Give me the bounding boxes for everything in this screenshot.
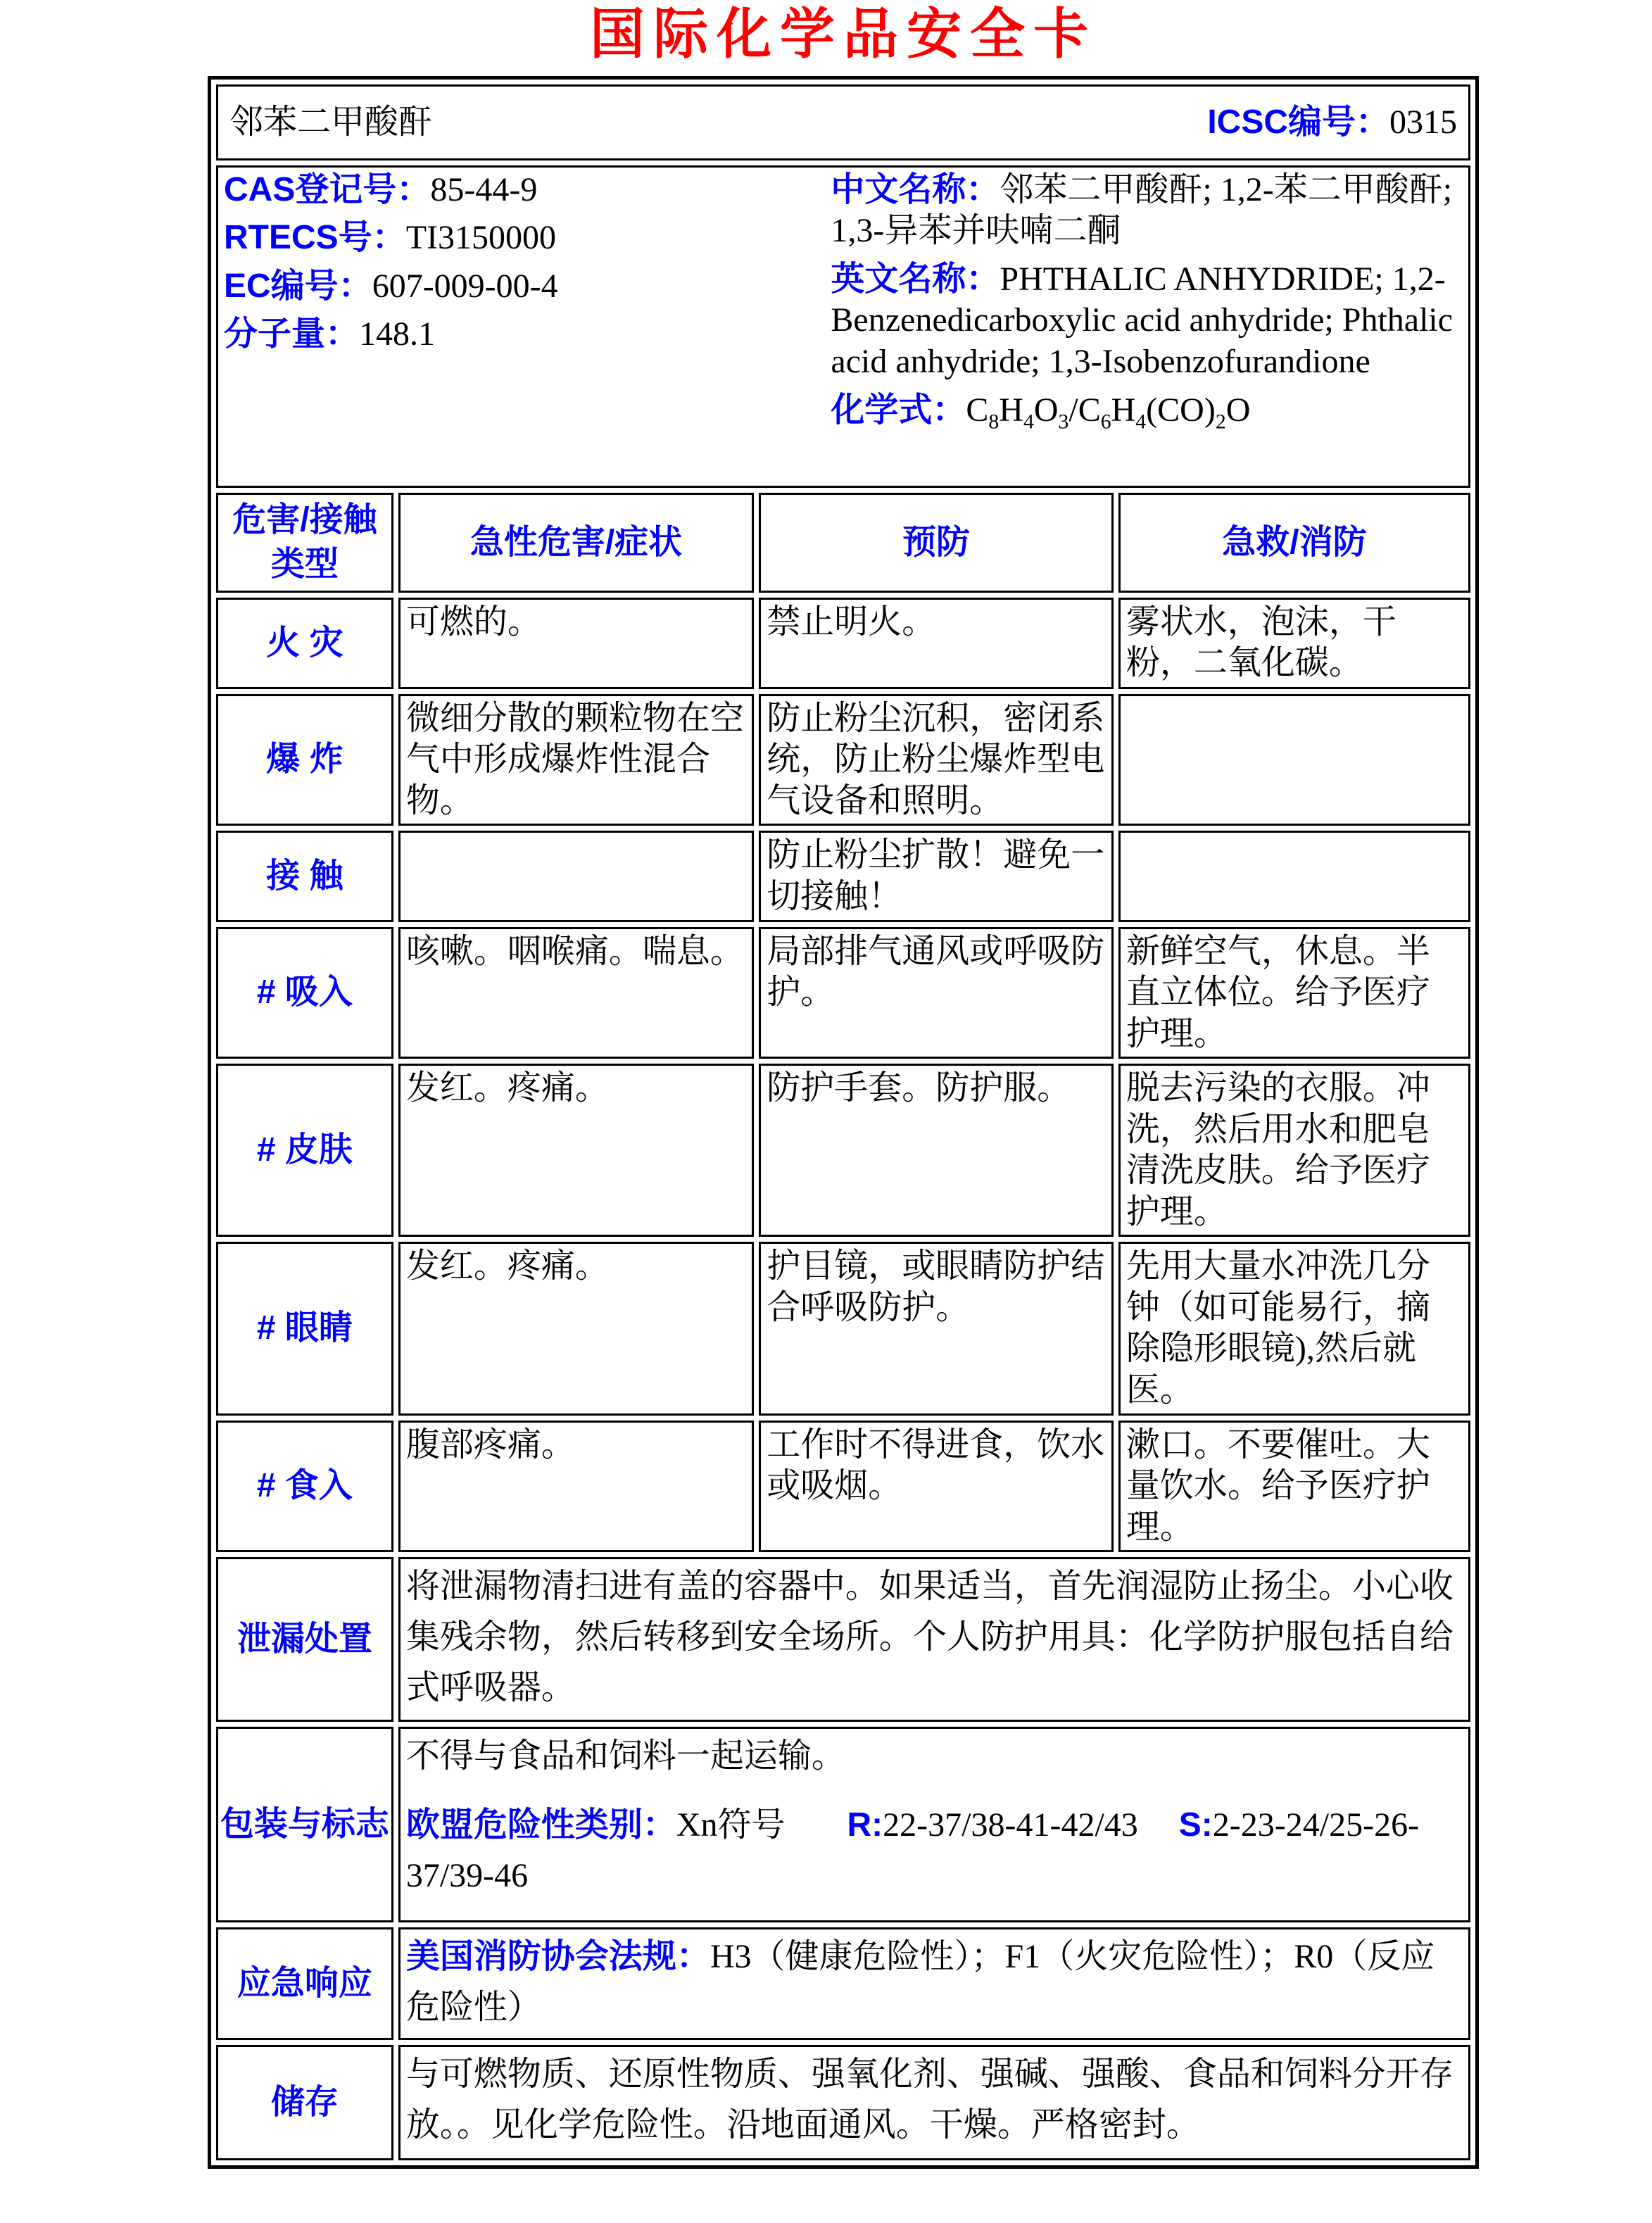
explosion-firstaid (1118, 694, 1470, 826)
rtecs-label: RTECS号： (224, 219, 406, 257)
page-title: 国际化学品安全卡 (589, 3, 1097, 65)
ingestion-prevention: 工作时不得进食，饮水或吸烟。 (759, 1421, 1114, 1553)
table-row-packaging-labelling (216, 1727, 1470, 1922)
rtecs-value: TI3150000 (405, 219, 556, 257)
english-name-label: 英文名称： (831, 260, 1000, 298)
row-label-contact: 接 触 (216, 831, 393, 921)
cas-number-line (224, 170, 831, 211)
table-row-fire (216, 598, 1470, 689)
table-row-inhalation (216, 927, 1470, 1059)
nfpa-value: H3（健康危险性）；F1（火灾危险性）；R0（反应危险性） (405, 1938, 1435, 2027)
table-row-skin (216, 1064, 1470, 1237)
ec-label: EC编号： (224, 267, 372, 305)
emergency-response-cell (398, 1927, 1470, 2040)
skin-symptoms: 发红。疼痛。 (398, 1064, 754, 1237)
row-label-packaging-labelling: 包装与标志 (216, 1727, 393, 1922)
chinese-name-label: 中文名称： (831, 170, 1000, 208)
hazard-table-header-row (216, 493, 1470, 593)
inhalation-prevention: 局部排气通风或呼吸防护。 (759, 927, 1114, 1059)
substance-header-row (216, 84, 1470, 160)
r-phrases-value: 22-37/38-41-42/43 (883, 1806, 1138, 1844)
header-hazard-type: 危害/接触类型 (216, 493, 393, 593)
ingestion-symptoms: 腹部疼痛。 (398, 1421, 754, 1553)
rtecs-number-line (224, 218, 831, 259)
table-row-storage (216, 2045, 1470, 2160)
table-row-contact (216, 831, 1470, 921)
row-label-spill-disposal: 泄漏处置 (216, 1557, 393, 1722)
eu-symbol: Xn符号 (676, 1806, 786, 1844)
fire-firstaid: 雾状水，泡沫，干粉，二氧化碳。 (1118, 598, 1470, 689)
chemical-formula-label: 化学式： (831, 391, 966, 429)
skin-prevention: 防护手套。防护服。 (759, 1064, 1114, 1237)
row-label-inhalation: # 吸入 (216, 927, 393, 1059)
row-label-eyes: # 眼睛 (216, 1242, 393, 1415)
substance-header-cell (216, 84, 1470, 160)
chemical-formula-line (831, 390, 1463, 435)
cas-label: CAS登记号： (224, 170, 431, 208)
molecular-weight-line (224, 314, 831, 355)
chemical-formula-value: $C_8H_4O_3/C_6H_4(CO)_2O$ (966, 391, 1251, 434)
icsc-number-value: 0315 (1389, 103, 1457, 141)
substance-name: 邻苯二甲酸酐 (229, 103, 433, 141)
molecular-weight-value: 148.1 (359, 315, 436, 353)
english-name-line (831, 259, 1463, 383)
nfpa-label: 美国消防协会法规： (405, 1938, 710, 1976)
ec-number-line (224, 266, 831, 308)
chinese-name-value: 邻苯二甲酸酐; 1,2-苯二甲酸酐; 1,3-异苯并呋喃二酮 (831, 170, 1453, 250)
icsc-number-group (1207, 102, 1457, 144)
row-label-ingestion: # 食入 (216, 1421, 393, 1553)
contact-prevention: 防止粉尘扩散！避免一切接触！ (759, 831, 1114, 921)
icsc-number-label: ICSC编号： (1207, 103, 1389, 141)
storage-text: 与可燃物质、还原性物质、强氧化剂、强碱、强酸、食品和饲料分开存放。。见化学危险性。沿地面通风。干燥。严格密封。 (398, 2045, 1470, 2160)
header-firstaid-firefighting: 急救/消防 (1118, 493, 1470, 593)
english-name-value: PHTHALIC ANHYDRIDE; 1,2-Benzenedicarboxylic acid anhydride; Phthalic acid anhydride; 1,3-Isobenzofurandione (831, 260, 1454, 380)
eu-classification-line (406, 1800, 1463, 1901)
inhalation-symptoms: 咳嗽。咽喉痛。喘息。 (398, 927, 754, 1059)
packaging-transport-note: 不得与食品和饲料一起运输。 (405, 1737, 845, 1775)
eyes-symptoms: 发红。疼痛。 (398, 1242, 754, 1415)
fire-prevention: 禁止明火。 (759, 598, 1114, 689)
identifiers-right-column (831, 170, 1463, 477)
s-phrases-value: 2-23-24/25-26-37/39-46 (405, 1806, 1420, 1895)
eyes-firstaid: 先用大量水冲洗几分钟（如可能易行，摘除隐形眼镜),然后就医。 (1118, 1242, 1470, 1415)
table-row-eyes (216, 1242, 1470, 1415)
identifiers-left-column (224, 170, 831, 477)
table-row-emergency-response (216, 1927, 1470, 2040)
cas-value: 85-44-9 (430, 170, 538, 208)
chinese-name-line (831, 170, 1463, 252)
molecular-weight-label: 分子量： (224, 315, 360, 353)
header-prevention: 预防 (759, 493, 1114, 593)
row-label-storage: 储存 (216, 2045, 393, 2160)
table-row-spill-disposal (216, 1557, 1470, 1722)
row-label-fire: 火 灾 (216, 598, 393, 689)
table-row-ingestion (216, 1421, 1470, 1553)
explosion-symptoms: 微细分散的颗粒物在空气中形成爆炸性混合物。 (398, 694, 754, 826)
row-label-emergency-response: 应急响应 (216, 1927, 393, 2040)
identifiers-row (216, 165, 1470, 488)
packaging-labelling-cell (398, 1727, 1470, 1922)
spill-disposal-text: 将泄漏物清扫进有盖的容器中。如果适当，首先润湿防止扬尘。小心收集残余物，然后转移到安全场所。个人防护用具：化学防护服包括自给式呼吸器。 (398, 1557, 1470, 1722)
eyes-prevention: 护目镜，或眼睛防护结合呼吸防护。 (759, 1242, 1114, 1415)
r-phrases-label: R: (847, 1806, 883, 1844)
table-row-explosion (216, 694, 1470, 826)
icsc-sheet (208, 4, 1479, 2169)
skin-firstaid: 脱去污染的衣服。冲洗，然后用水和肥皂清洗皮肤。给予医疗护理。 (1118, 1064, 1470, 1237)
eu-classification-label: 欧盟危险性类别： (405, 1806, 676, 1844)
ingestion-firstaid: 漱口。不要催吐。大量饮水。给予医疗护理。 (1118, 1421, 1470, 1553)
contact-firstaid (1118, 831, 1470, 921)
explosion-prevention: 防止粉尘沉积，密闭系统，防止粉尘爆炸型电气设备和照明。 (759, 694, 1114, 826)
inhalation-firstaid: 新鲜空气，休息。半直立体位。给予医疗护理。 (1118, 927, 1470, 1059)
icsc-card-table (208, 76, 1479, 2169)
identifiers-cell (216, 165, 1470, 488)
header-acute-symptoms: 急性危害/症状 (398, 493, 754, 593)
s-phrases-label: S: (1178, 1806, 1213, 1844)
fire-symptoms: 可燃的。 (398, 598, 754, 689)
ec-value: 607-009-00-4 (372, 267, 558, 305)
contact-symptoms (398, 831, 754, 921)
row-label-explosion: 爆 炸 (216, 694, 393, 826)
row-label-skin: # 皮肤 (216, 1064, 393, 1237)
